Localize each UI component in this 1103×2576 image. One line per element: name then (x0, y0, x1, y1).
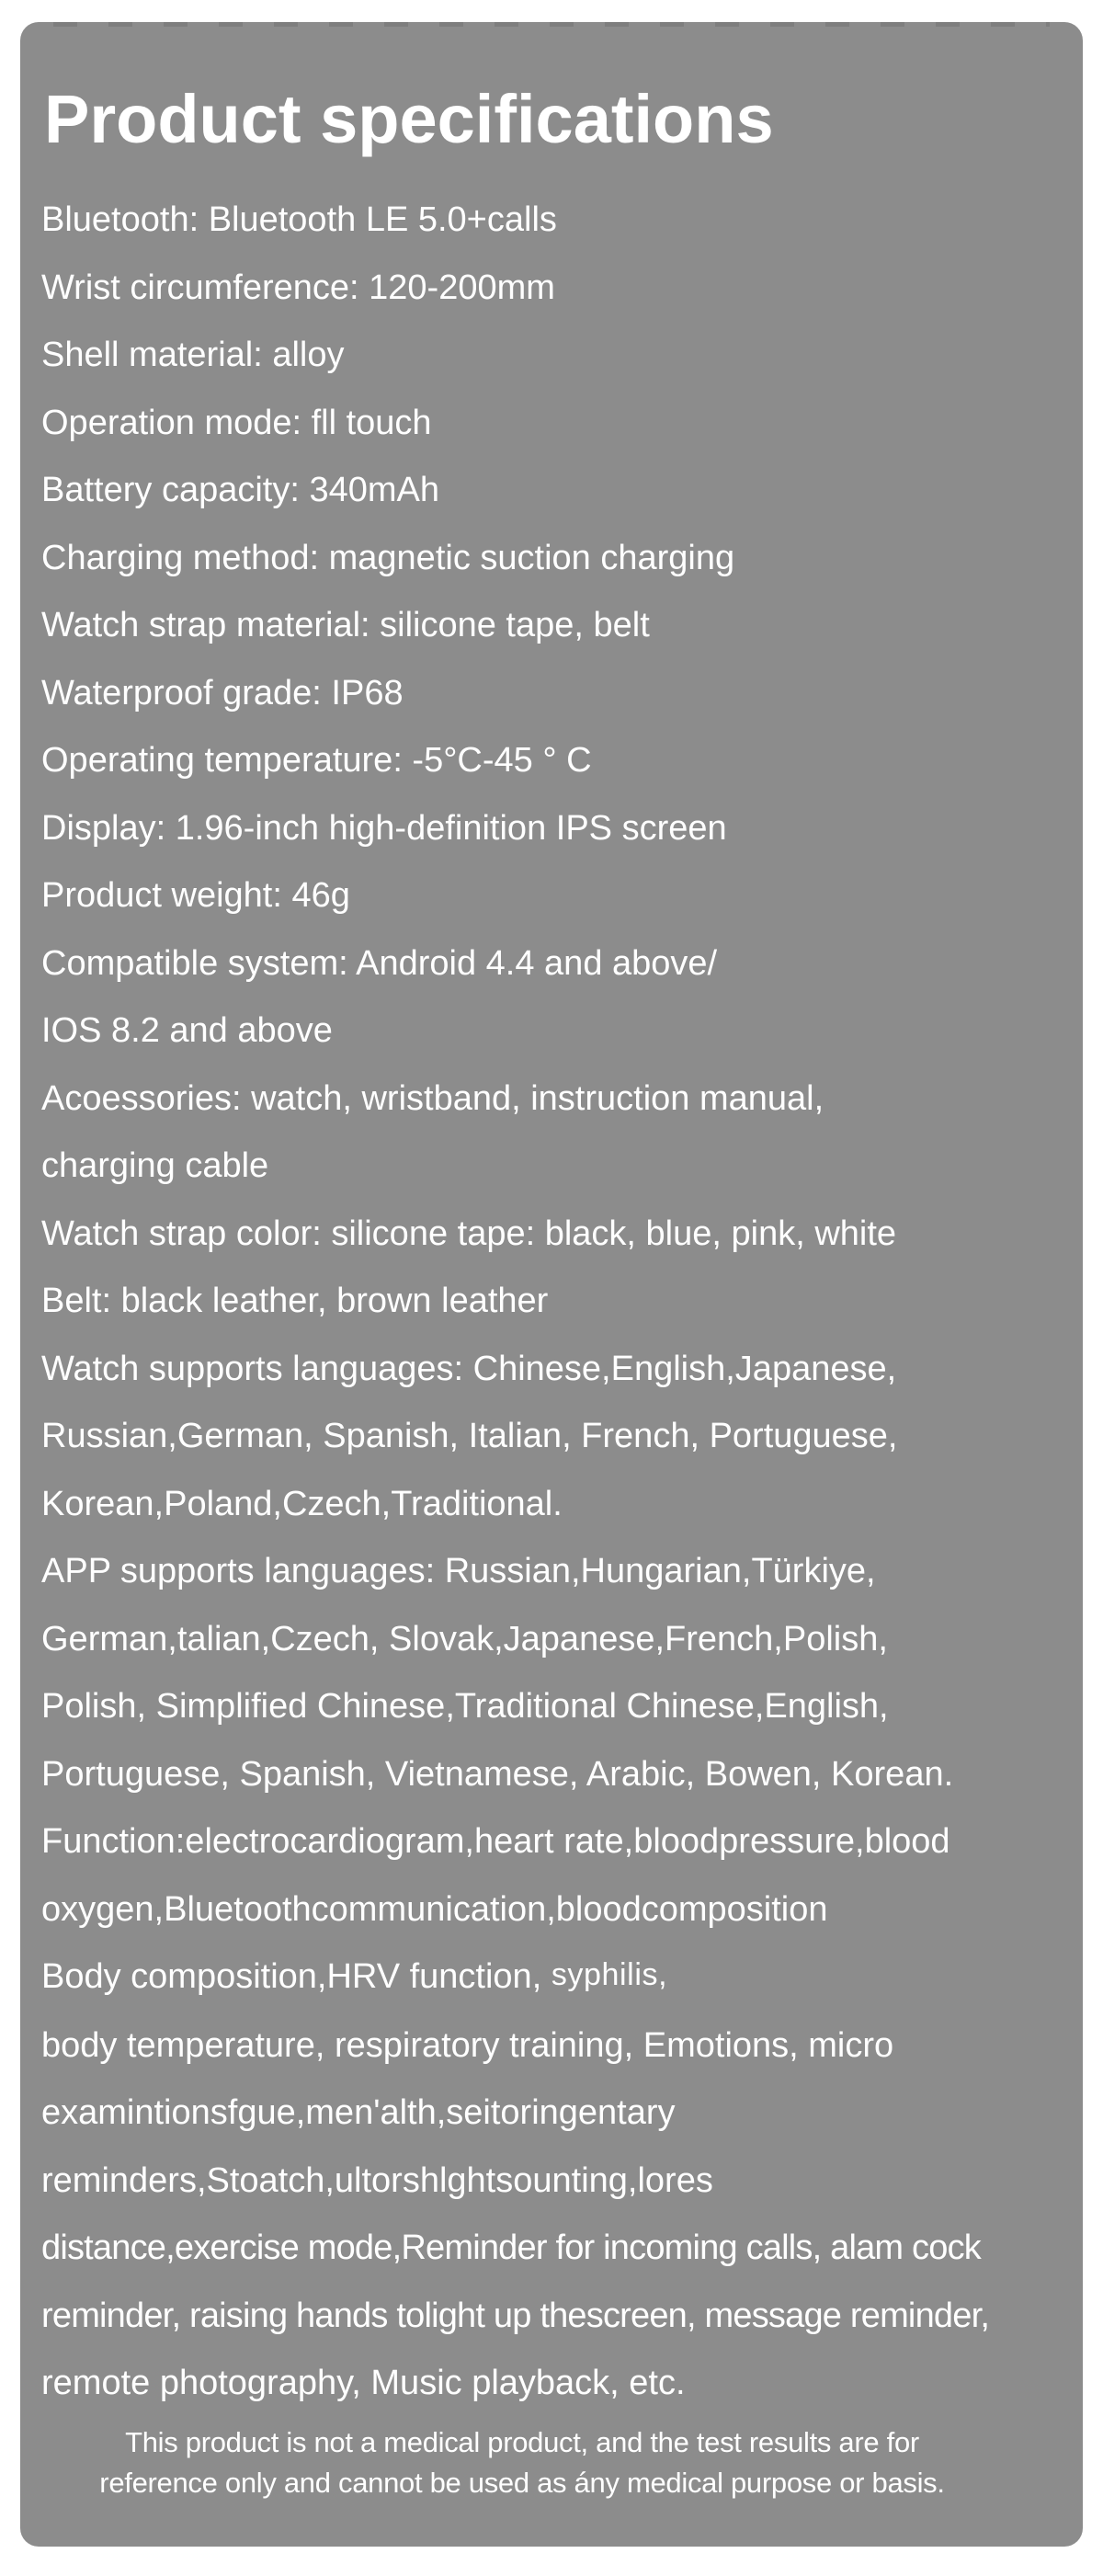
spec-line-text: German,talian,Czech, Slovak,Japanese,French,Polish, (41, 1619, 888, 1658)
card-top-edge-artifact (53, 22, 1050, 27)
spec-line (41, 2215, 1083, 2283)
spec-line-text: Portuguese, Spanish, Vietnamese, Arabic, Bowen, Korean. (41, 1754, 954, 1794)
spec-line-text: reminder, raising hands tolight up thescreen, message reminder, (41, 2296, 990, 2335)
spec-line (41, 997, 1083, 1066)
spec-line-text: Russian,German, Spanish, Italian, French, Portuguese, (41, 1417, 898, 1455)
spec-line-text: Polish, Simplified Chinese,Traditional Chinese,English, (41, 1687, 889, 1726)
spec-line (41, 255, 1083, 323)
spec-line-pasted-text: syphilis, (551, 1957, 668, 1992)
spec-line-text: remote photography, Music playback, etc. (41, 2364, 686, 2402)
spec-line-text: charging cable (41, 1146, 269, 1185)
spec-line-text: Product weight: 46g (41, 876, 350, 915)
spec-line-text: Watch strap color: silicone tape: black, blue, pink, white (41, 1214, 897, 1253)
spec-line (41, 390, 1083, 458)
spec-line (41, 727, 1083, 795)
spec-line (41, 1133, 1083, 1201)
spec-line (41, 1943, 1083, 2012)
spec-line-text: Function:electrocardiogram,heart rate,bloodpressure,blood (41, 1822, 950, 1861)
medical-disclaimer (20, 2422, 1083, 2503)
spec-line (41, 1606, 1083, 1674)
spec-line-text: Watch supports languages: Chinese,English,Japanese, (41, 1349, 897, 1388)
spec-line-text: Compatible system: Android 4.4 and above/ (41, 943, 718, 983)
spec-line (41, 1066, 1083, 1134)
spec-line (41, 2283, 1083, 2351)
spec-line-text: Wrist circumference: 120-200mm (41, 268, 555, 307)
page-title: Product specifications (44, 81, 774, 157)
spec-line (41, 1673, 1083, 1741)
spec-line (41, 930, 1083, 998)
spec-line (41, 1538, 1083, 1606)
product-specifications-card (20, 22, 1083, 2547)
spec-line (41, 1876, 1083, 1944)
spec-line (41, 592, 1083, 660)
spec-line (41, 187, 1083, 255)
spec-line-text: APP supports languages: Russian,Hungarian,Türkiye, (41, 1552, 876, 1590)
spec-line (41, 322, 1083, 390)
spec-line-text: examintionsfgue,men'alth,seitoringentary (41, 2093, 676, 2132)
spec-line (41, 1471, 1083, 1539)
spec-line-text: Watch strap material: silicone tape, belt (41, 606, 650, 644)
spec-line-text: Shell material: alloy (41, 336, 345, 374)
spec-line-text: distance,exercise mode,Reminder for incoming calls, alam cock (41, 2228, 981, 2267)
spec-line-text: Acoessories: watch, wristband, instruction manual, (41, 1078, 824, 1118)
spec-line-text: Operating temperature: -5°C-45 ° C (41, 741, 592, 780)
spec-line-text: Operation mode: fll touch (41, 403, 432, 442)
spec-line-text: reminders,Stoatch,ultorshlghtsounting,lores (41, 2160, 713, 2200)
spec-line (41, 457, 1083, 525)
spec-line-text: body temperature, respiratory training, Emotions, micro (41, 2025, 894, 2065)
spec-line (41, 2012, 1083, 2080)
spec-line-text: IOS 8.2 and above (41, 1011, 333, 1050)
spec-line (41, 525, 1083, 593)
spec-lines-list (20, 187, 1083, 2418)
spec-line-text: Display: 1.96-inch high-definition IPS screen (41, 808, 727, 848)
spec-line (41, 862, 1083, 930)
spec-line-text: Belt: black leather, brown leather (41, 1282, 549, 1320)
spec-line-text: oxygen,Bluetoothcommunication,bloodcomposition (41, 1889, 828, 1929)
spec-line-text: Body composition,HRV function, (41, 1957, 552, 1996)
disclaimer-line: reference only and cannot be used as ány medical purpose or basis. (99, 2466, 945, 2499)
spec-line (41, 1403, 1083, 1471)
spec-line (41, 1201, 1083, 1269)
spec-line-text: Charging method: magnetic suction charging (41, 538, 735, 577)
spec-line-text: Bluetooth: Bluetooth LE 5.0+calls (41, 200, 557, 239)
spec-line-text: Waterproof grade: IP68 (41, 673, 404, 712)
spec-line (41, 1741, 1083, 1809)
spec-line (41, 660, 1083, 728)
spec-line (41, 1336, 1083, 1404)
spec-line (41, 2080, 1083, 2148)
spec-line (41, 2148, 1083, 2216)
spec-line (41, 795, 1083, 863)
spec-line-text: Korean,Poland,Czech,Traditional. (41, 1484, 563, 1523)
spec-line-text: Battery capacity: 340mAh (41, 471, 439, 509)
spec-line (41, 1808, 1083, 1876)
spec-line (41, 1268, 1083, 1336)
disclaimer-line: This product is not a medical product, and the test results are for (125, 2425, 919, 2458)
spec-line (41, 2350, 1083, 2418)
